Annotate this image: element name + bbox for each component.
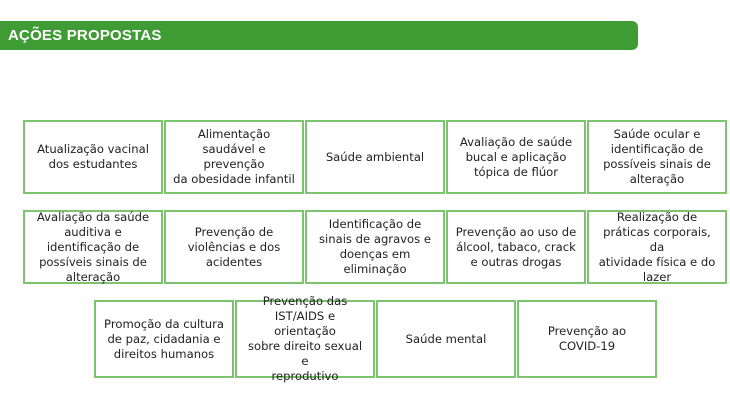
- action-box-environmental-health: [305, 120, 445, 194]
- action-label: Realização de práticas corporais, da atividade física e do lazer: [598, 209, 716, 284]
- action-box-vaccination: [23, 120, 163, 194]
- action-box-oral-health: [446, 120, 586, 194]
- action-label: Avaliação da saúde auditiva e identificação de possíveis sinais de alteração: [36, 209, 150, 284]
- action-box-eye-health: [587, 120, 727, 194]
- action-label: Atualização vacinal dos estudantes: [37, 142, 149, 171]
- action-box-covid-prevention: [517, 300, 657, 378]
- action-label: Prevenção ao uso de álcool, tabaco, crack e outras drogas: [455, 224, 577, 269]
- header-bar: [0, 21, 638, 50]
- action-box-disease-identification: [305, 210, 445, 284]
- action-box-hearing-health: [23, 210, 163, 284]
- action-box-violence-prevention: [164, 210, 304, 284]
- action-label: Alimentação saudável e prevenção da obesidade infantil: [173, 127, 295, 186]
- action-box-mental-health: [376, 300, 516, 378]
- action-label: Saúde ocular e identificação de possíveis sinais de alteração: [603, 127, 711, 186]
- action-label: Identificação de sinais de agravos e doenças em eliminação: [319, 217, 431, 276]
- action-label: Saúde mental: [405, 331, 487, 346]
- action-box-std-prevention: [235, 294, 375, 383]
- page-title: AÇÕES PROPOSTAS: [8, 27, 162, 44]
- action-label: Prevenção das IST/AIDS e orientação sobre direito sexual e reprodutivo: [247, 294, 363, 383]
- action-label: Avaliação de saúde bucal e aplicação tópica de flúor: [459, 134, 573, 179]
- action-box-peace-culture: [94, 300, 234, 378]
- action-label: Saúde ambiental: [325, 149, 425, 164]
- action-label: Prevenção ao COVID-19: [547, 324, 627, 353]
- action-label: Promoção da cultura de paz, cidadania e direitos humanos: [104, 316, 224, 361]
- action-label: Prevenção de violências e dos acidentes: [187, 224, 281, 269]
- action-box-drug-prevention: [446, 210, 586, 284]
- action-box-nutrition: [164, 120, 304, 194]
- action-box-physical-activity: [587, 210, 727, 284]
